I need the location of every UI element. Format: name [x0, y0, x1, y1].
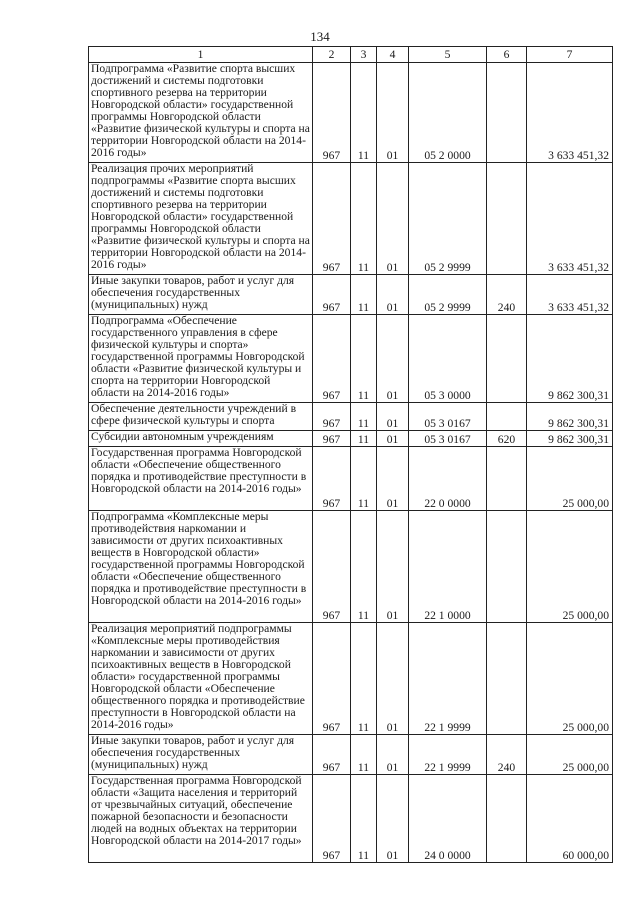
subsection-code: 01: [377, 447, 409, 511]
amount: 60 000,00: [527, 775, 613, 863]
expense-type-code: 620: [487, 431, 527, 447]
expense-type-code: 240: [487, 735, 527, 775]
expense-type-code: [487, 623, 527, 735]
amount: 25 000,00: [527, 735, 613, 775]
amount: 25 000,00: [527, 623, 613, 735]
section-code: 11: [351, 275, 377, 315]
column-header: 6: [487, 47, 527, 63]
ministry-code: 967: [313, 275, 351, 315]
amount: 3 633 451,32: [527, 163, 613, 275]
section-code: 11: [351, 163, 377, 275]
target-article-code: 22 1 9999: [409, 623, 487, 735]
table-row: [89, 623, 613, 735]
expense-type-code: [487, 511, 527, 623]
section-code: 11: [351, 431, 377, 447]
amount: 3 633 451,32: [527, 63, 613, 163]
row-description-text: Государственная программа Новгородской области «Защита населения и территорий от чрезвычайных ситуаций, обеспечение пожарной безопасности и безопасности людей на водных объектах на территории Новгородской области на 2014-2017 годы»: [91, 774, 302, 847]
row-description-text: Реализация мероприятий подпрограммы «Комплексные меры противодействия наркомании и зависимости от других психоактивных веществ в Новгородской области» государственной программы Новгородской области «Обеспечение общественного порядка и противодействие преступности в Новгородской области на 2014-2016 годы»: [91, 622, 305, 731]
section-code: 11: [351, 735, 377, 775]
subsection-code: 01: [377, 275, 409, 315]
expense-type-code: [487, 775, 527, 863]
target-article-code: 05 2 0000: [409, 63, 487, 163]
subsection-code: 01: [377, 775, 409, 863]
expense-type-code: [487, 403, 527, 431]
row-description: [89, 431, 313, 447]
section-code: 11: [351, 511, 377, 623]
row-description: [89, 63, 313, 163]
row-description-text: Обеспечение деятельности учреждений в сфере физической культуры и спорта: [91, 402, 297, 427]
target-article-code: 05 3 0167: [409, 431, 487, 447]
amount: 9 862 300,31: [527, 315, 613, 403]
table-row: [89, 163, 613, 275]
expense-type-code: 240: [487, 275, 527, 315]
subsection-code: 01: [377, 735, 409, 775]
target-article-code: 05 3 0167: [409, 403, 487, 431]
table-row: [89, 315, 613, 403]
column-header: 3: [351, 47, 377, 63]
column-number-row: [89, 47, 613, 63]
column-header: 2: [313, 47, 351, 63]
target-article-code: 22 1 9999: [409, 735, 487, 775]
column-header: 4: [377, 47, 409, 63]
row-description-text: Иные закупки товаров, работ и услуг для обеспечения государственных (муниципальных) нужд: [91, 274, 295, 311]
subsection-code: 01: [377, 163, 409, 275]
subsection-code: 01: [377, 431, 409, 447]
row-description-text: Субсидии автономным учреждениям: [91, 430, 274, 443]
table-row: [89, 735, 613, 775]
subsection-code: 01: [377, 315, 409, 403]
ministry-code: 967: [313, 315, 351, 403]
row-description-text: Государственная программа Новгородской области «Обеспечение общественного порядка и противодействие преступности в Новгородской области на 2014-2016 годы»: [91, 446, 307, 495]
table-row: [89, 275, 613, 315]
amount: 25 000,00: [527, 511, 613, 623]
budget-table: [88, 46, 613, 863]
subsection-code: 01: [377, 403, 409, 431]
ministry-code: 967: [313, 511, 351, 623]
row-description-text: Подпрограмма «Комплексные меры противодействия наркомании и зависимости от других психоактивных веществ в Новгородской области» государственной программы Новгородской области «Обеспечение общественного порядка и противодействие преступности в Новгородской области на 2014-2016 годы»: [91, 510, 307, 607]
column-header: 5: [409, 47, 487, 63]
row-description: [89, 403, 313, 431]
row-description-text: Подпрограмма «Обеспечение государственного управления в сфере физической культуры и спорта» государственной программы Новгородской области «Развитие физической культуры и спорта на территории Новгородской области на 2014-2016 годы»: [91, 314, 305, 399]
target-article-code: 05 3 0000: [409, 315, 487, 403]
section-code: 11: [351, 63, 377, 163]
table-row: [89, 447, 613, 511]
row-description: [89, 163, 313, 275]
section-code: 11: [351, 623, 377, 735]
row-description-text: Реализация прочих мероприятий подпрограммы «Развитие спорта высших достижений и системы подготовки спортивного резерва на территории Новгородской области» государственной программы Новгородской области «Развитие физической культуры и спорта на территории Новгородской области на 2014-2016 годы»: [91, 162, 310, 271]
amount: 9 862 300,31: [527, 431, 613, 447]
amount: 3 633 451,32: [527, 275, 613, 315]
ministry-code: 967: [313, 163, 351, 275]
target-article-code: 05 2 9999: [409, 163, 487, 275]
table-row: [89, 511, 613, 623]
row-description: [89, 447, 313, 511]
table-row: [89, 403, 613, 431]
row-description: [89, 775, 313, 863]
row-description-text: Подпрограмма «Развитие спорта высших достижений и системы подготовки спортивного резерва на территории Новгородской области» государственной программы Новгородской области «Развитие физической культуры и спорта на территории Новгородской области на 2014-2016 годы»: [91, 62, 310, 159]
row-description: [89, 275, 313, 315]
ministry-code: 967: [313, 403, 351, 431]
ministry-code: 967: [313, 63, 351, 163]
table-row: [89, 431, 613, 447]
ministry-code: 967: [313, 447, 351, 511]
row-description: [89, 623, 313, 735]
column-header: 7: [527, 47, 613, 63]
column-header: 1: [89, 47, 313, 63]
row-description-text: Иные закупки товаров, работ и услуг для обеспечения государственных (муниципальных) нужд: [91, 734, 295, 771]
row-description: [89, 511, 313, 623]
ministry-code: 967: [313, 775, 351, 863]
expense-type-code: [487, 315, 527, 403]
subsection-code: 01: [377, 63, 409, 163]
amount: 25 000,00: [527, 447, 613, 511]
target-article-code: 22 0 0000: [409, 447, 487, 511]
page-number: 134: [310, 29, 330, 44]
target-article-code: 22 1 0000: [409, 511, 487, 623]
target-article-code: 05 2 9999: [409, 275, 487, 315]
table-row: [89, 775, 613, 863]
section-code: 11: [351, 447, 377, 511]
ministry-code: 967: [313, 735, 351, 775]
amount: 9 862 300,31: [527, 403, 613, 431]
expense-type-code: [487, 63, 527, 163]
table-row: [89, 63, 613, 163]
subsection-code: 01: [377, 623, 409, 735]
section-code: 11: [351, 775, 377, 863]
expense-type-code: [487, 163, 527, 275]
ministry-code: 967: [313, 431, 351, 447]
target-article-code: 24 0 0000: [409, 775, 487, 863]
expense-type-code: [487, 447, 527, 511]
subsection-code: 01: [377, 511, 409, 623]
row-description: [89, 735, 313, 775]
section-code: 11: [351, 315, 377, 403]
row-description: [89, 315, 313, 403]
section-code: 11: [351, 403, 377, 431]
ministry-code: 967: [313, 623, 351, 735]
